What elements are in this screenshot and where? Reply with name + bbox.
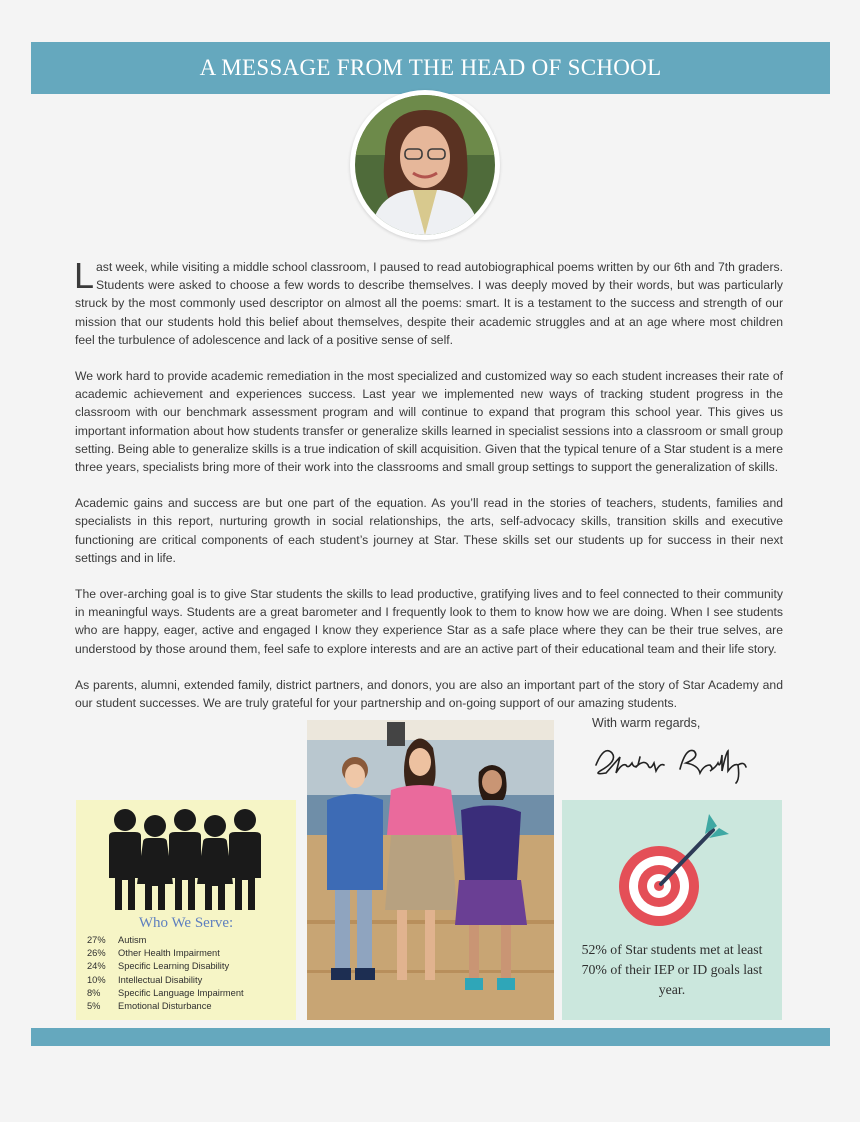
letter-paragraph-4: The over-arching goal is to give Star students the skills to lead productive, gratifying lives and to feel connected to their community in meaningful ways. Students are a great barometer and I frequently look to them to know how we are doing. When I see students who are happy, eager, active and engaged I know they experience Star as a safe place where they can be their true selves, are understood by those around them, feel safe to explore interests and are an active part of their educational team and their life story. (75, 587, 783, 656)
list-item (87, 1000, 292, 1013)
header-band (31, 42, 830, 94)
serve-label: Specific Learning Disability (118, 961, 230, 972)
page-title: A MESSAGE FROM THE HEAD OF SCHOOL (199, 55, 662, 80)
letter-body (74, 255, 783, 730)
letter-paragraph-1 (74, 255, 783, 349)
serve-label: Specific Language Impairment (118, 987, 244, 998)
head-of-school-portrait (350, 90, 500, 240)
signature (590, 735, 765, 785)
list-item (87, 934, 292, 947)
portrait-photo (355, 95, 495, 235)
serve-percent: 26% (87, 948, 106, 959)
paragraph-1-text: ast week, while visiting a middle school classroom, I paused to read autobiographical poems written by our 6th and 7th graders. Students were asked to choose a few words to describe themselves. I was deeply moved by their words, but was particularly struck by the most commonly used descriptor on almost all the poems: smart. It is a testament to the success and strength of our mission that our students hold this belief about themselves, despite their academic struggles and at an age where most children feel the turbulence of adolescence and lack of a positive sense of self. (75, 260, 783, 347)
goals-panel (562, 800, 782, 1020)
serve-label: Emotional Disturbance (118, 1001, 212, 1012)
students-photo-image (307, 720, 554, 1020)
list-item (87, 974, 292, 987)
serve-percent: 24% (87, 961, 106, 972)
people-group-icon (103, 806, 268, 910)
serve-label: Autism (118, 935, 147, 945)
serve-label: Intellectual Disability (118, 974, 203, 985)
list-item (87, 987, 292, 1000)
letter-paragraph-2: We work hard to provide academic remediation in the most specialized and customized way so each student increases their rate of academic achievement and experiences success. Last year we implemented new ways of tracking student progress in the classroom with our benchmark assessment program and will continue to expand that program this school year. This gives us important information about how students transfer or generalize skills learned in specialist sessions into a classroom or small group setting. Being able to generalize skills is a true indication of skill acquisition. Given that the typical tenure of a Star student is a mere three years, specialists bring more of their work into the classrooms and small group settings to support the generalization of skills. (75, 369, 783, 475)
closing-line: With warm regards, (592, 716, 701, 730)
footer-band (31, 1028, 830, 1046)
drop-cap: L (74, 255, 95, 296)
list-item (87, 960, 292, 973)
serve-percent: 27% (87, 935, 106, 945)
serve-percent: 8% (87, 987, 101, 998)
letter-paragraph-3: Academic gains and success are but one part of the equation. As you’ll read in the stories of teachers, students, families and specialists in this report, nurturing growth in social relationships, the arts, self-advocacy skills, transition skills and executive functioning are critical components of each student’s journey at Star. These skills set our students up for success in their next settings and in life. (75, 496, 783, 565)
serve-list (87, 934, 292, 1013)
serve-percent: 5% (87, 1001, 101, 1012)
serve-percent: 10% (87, 974, 106, 985)
list-item (87, 947, 292, 960)
serve-label: Other Health Impairment (118, 948, 220, 959)
students-photo (307, 720, 554, 1020)
goals-statement: 52% of Star students met at least 70% of their IEP or ID goals last year. (581, 942, 763, 997)
letter-paragraph-5: As parents, alumni, extended family, district partners, and donors, you are also an important part of the story of Star Academy and our student successes. We are truly grateful for your partnership and on-going support of our amazing students. (75, 677, 783, 711)
who-we-serve-title: Who We Serve: (138, 915, 234, 931)
target-icon (617, 810, 732, 928)
who-we-serve-panel (76, 800, 296, 1020)
